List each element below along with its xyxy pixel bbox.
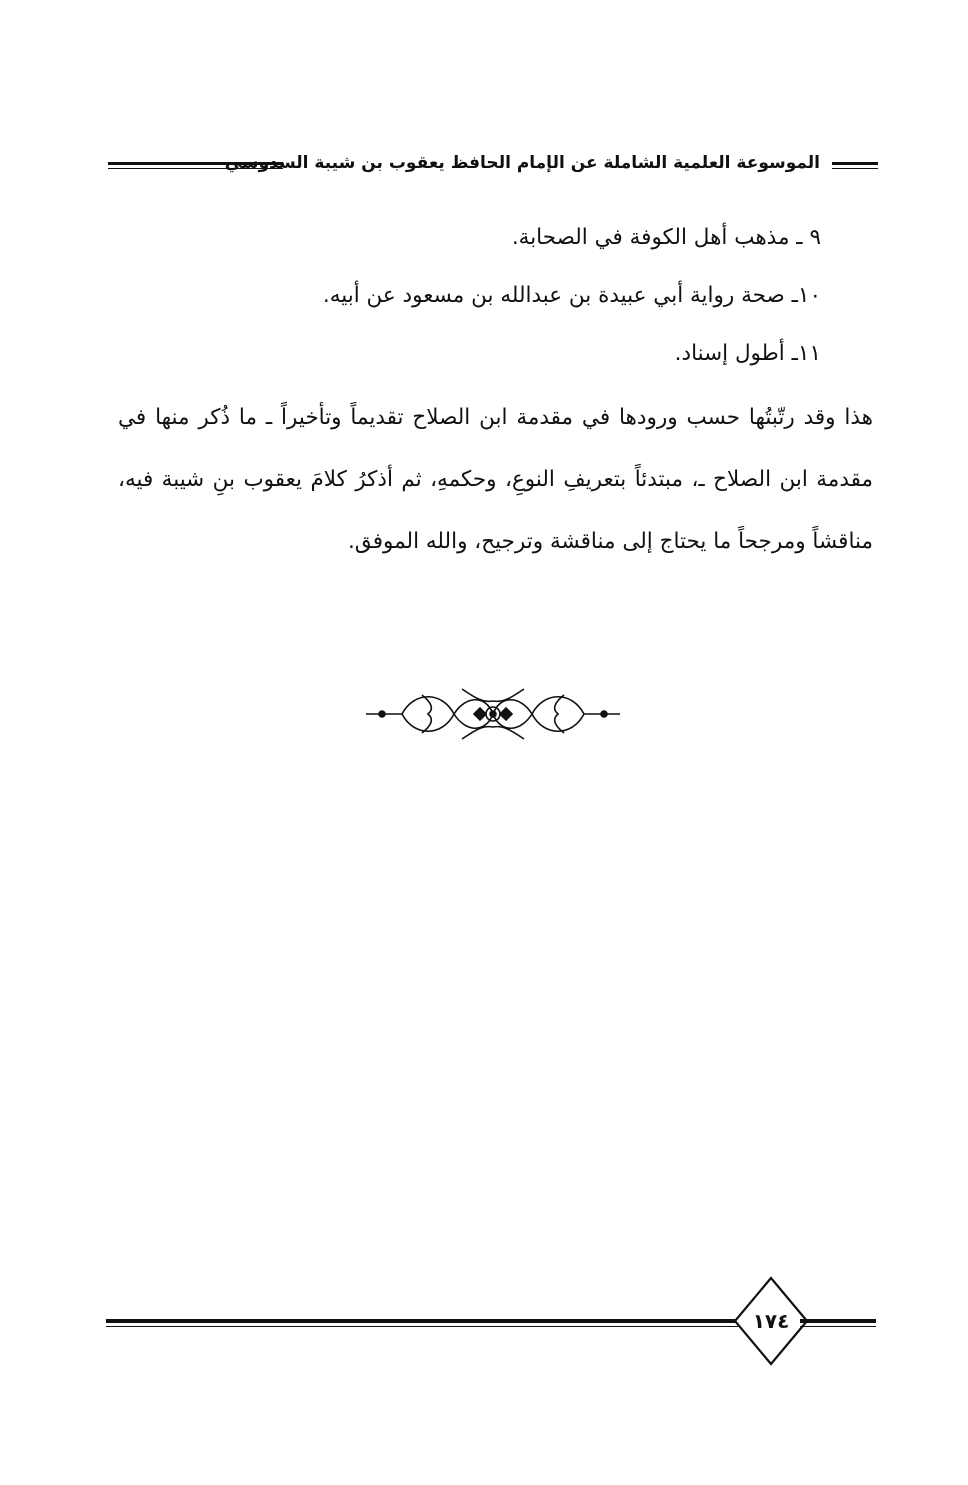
floral-divider-icon xyxy=(362,683,624,745)
header-title: الموسوعة العلمية الشاملة عن الإمام الحافظ يعقوب بن شيبة السدوسي xyxy=(224,153,820,173)
header-rule-right xyxy=(832,162,878,169)
page-number: ١٧٤ xyxy=(752,1309,790,1333)
footer-rule-left xyxy=(106,1319,738,1327)
list-item-11: ١١ـ أطول إسناد. xyxy=(674,341,821,366)
body-paragraph: هذا وقد رتّبتُها حسب ورودها في مقدمة ابن الصلاح تقديماً وتأخيراً ـ ما ذُكر منها في مقدمة ابن الصلاح ـ، مبتدئاً بتعريفِ النوعِ، وحكمهِ، ثم أذكرُ كلامَ يعقوب بنِ شيبة فيه، مناقشاً ومرجحاً ما يحتاج إلى مناقشة وترجيح، والله الموفق. xyxy=(118,405,873,554)
list-item-10: ١٠ـ صحة رواية أبي عبيدة بن عبدالله بن مسعود عن أبيه. xyxy=(322,283,821,308)
running-header xyxy=(108,148,878,178)
footer-rule-right xyxy=(800,1319,876,1327)
list-item-9: ٩ ـ مذهب أهل الكوفة في الصحابة. xyxy=(511,225,821,250)
page-body xyxy=(118,213,873,573)
